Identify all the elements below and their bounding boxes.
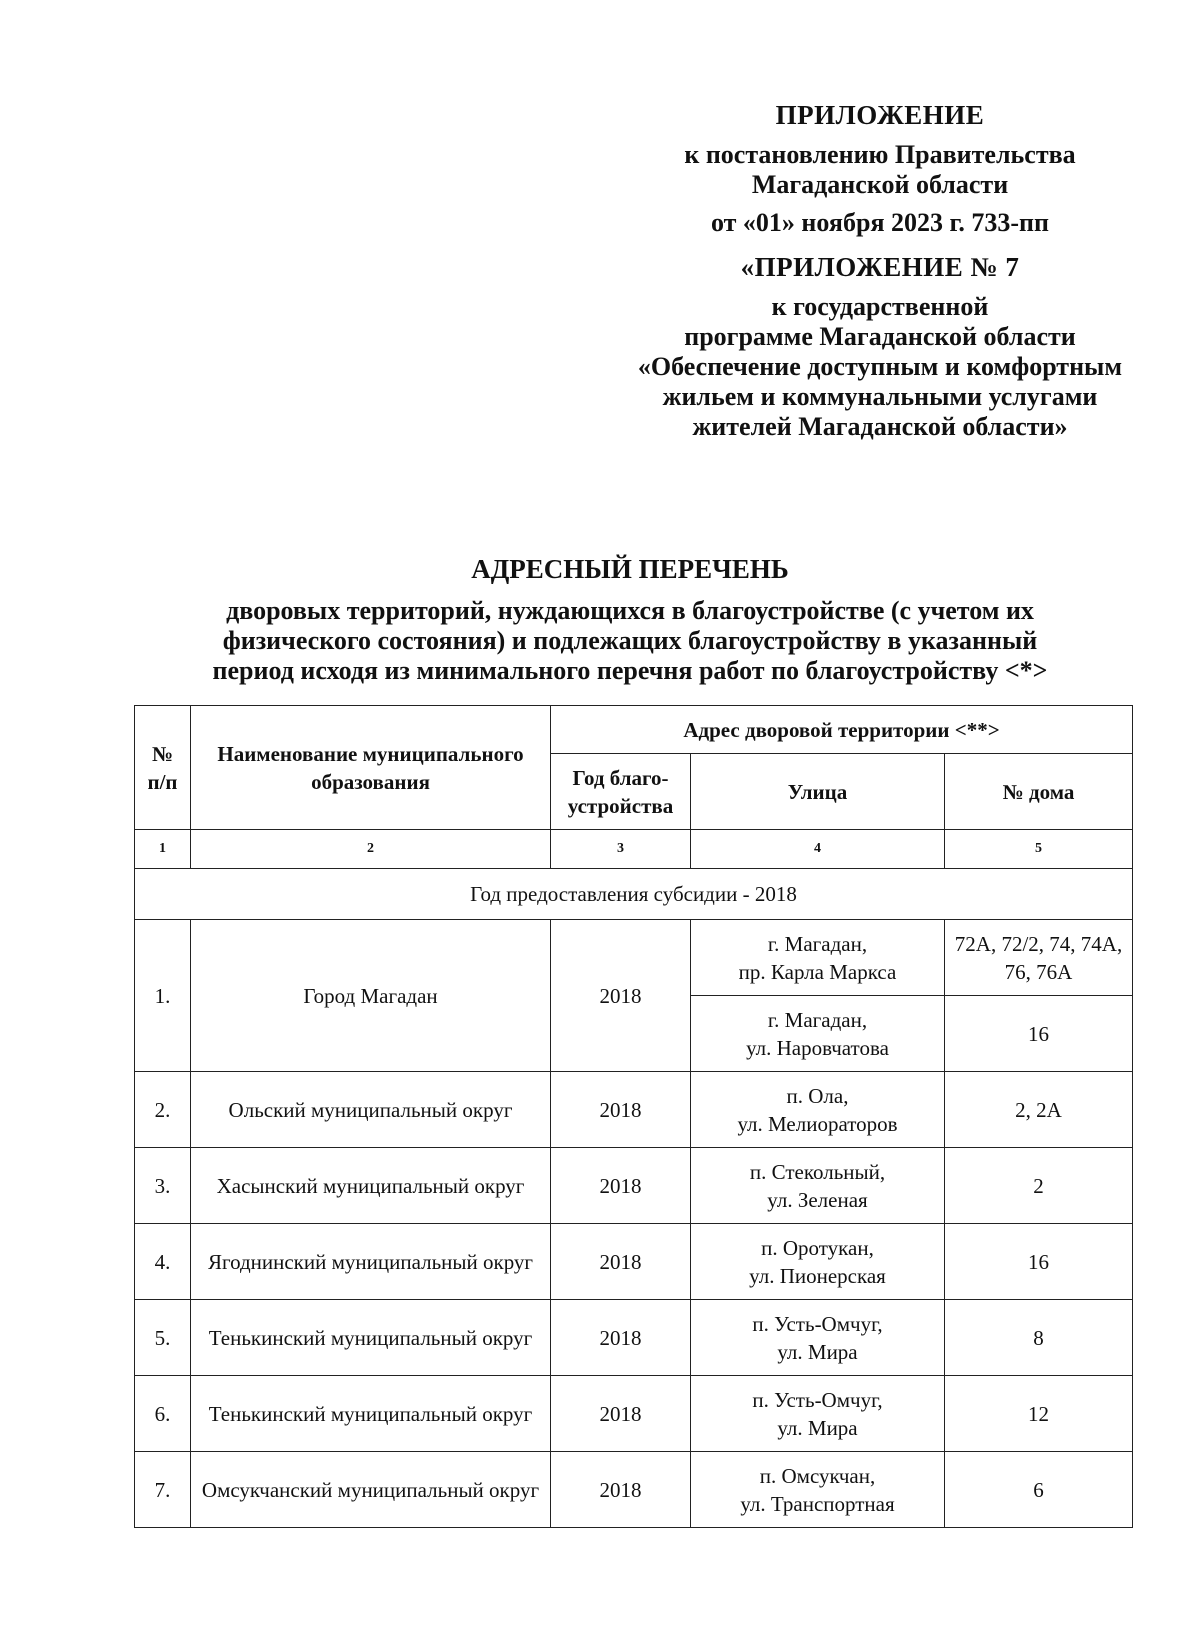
program-line: к государственной bbox=[771, 292, 989, 321]
street-name: ул. Наровчатова bbox=[746, 1035, 889, 1060]
row-year: 2018 bbox=[551, 1148, 691, 1224]
street-locality: п. Стекольный, bbox=[749, 1159, 886, 1184]
header-year: Год благо-устройства bbox=[551, 754, 691, 830]
row-street bbox=[691, 1224, 945, 1300]
title-line: период исходя из минимального перечня работ по благоустройству <*> bbox=[212, 656, 1048, 685]
table-row bbox=[135, 1148, 1133, 1224]
header-house: № дома bbox=[945, 754, 1133, 830]
row-street bbox=[691, 1452, 945, 1528]
row-municipality: Тенькинский муниципальный округ bbox=[191, 1376, 551, 1452]
program-line: жителей Магаданской области» bbox=[692, 412, 1068, 441]
title-line: физического состояния) и подлежащих благоустройству в указанный bbox=[222, 626, 1038, 655]
street-locality: п. Ола, bbox=[786, 1083, 849, 1108]
program-line: «Обеспечение доступным и комфортным bbox=[637, 352, 1123, 381]
row-house: 2 bbox=[945, 1148, 1133, 1224]
row-municipality: Город Магадан bbox=[191, 920, 551, 1072]
program-line: программе Магаданской области bbox=[684, 322, 1076, 351]
street-name: ул. Мира bbox=[777, 1339, 858, 1364]
table-row bbox=[135, 1300, 1133, 1376]
street-locality: п. Усть-Омчуг, bbox=[752, 1387, 883, 1412]
street-locality: г. Магадан, bbox=[767, 931, 868, 956]
row-year: 2018 bbox=[551, 1224, 691, 1300]
table-row bbox=[135, 1376, 1133, 1452]
appendix-heading: ПРИЛОЖЕНИЕ bbox=[775, 100, 985, 130]
row-year: 2018 bbox=[551, 920, 691, 1072]
header-municipality: Наименование муниципального образования bbox=[191, 706, 551, 830]
appendix-7-heading: «ПРИЛОЖЕНИЕ № 7 bbox=[740, 252, 1020, 282]
resolution-date: от «01» ноября 2023 г. 733-пп bbox=[711, 208, 1049, 237]
resolution-reference bbox=[600, 140, 1160, 200]
column-number: 4 bbox=[691, 830, 945, 869]
street-locality: п. Оротукан, bbox=[761, 1235, 874, 1260]
row-house: 8 bbox=[945, 1300, 1133, 1376]
subsidy-year-label: Год предоставления субсидии - 2018 bbox=[135, 869, 1133, 920]
table-row bbox=[135, 1072, 1133, 1148]
column-number-row bbox=[135, 830, 1133, 869]
column-number: 2 bbox=[191, 830, 551, 869]
street-name: ул. Транспортная bbox=[740, 1491, 895, 1516]
row-house: 16 bbox=[945, 1224, 1133, 1300]
subsidy-year-row bbox=[135, 869, 1133, 920]
row-house: 6 bbox=[945, 1452, 1133, 1528]
row-house: 12 bbox=[945, 1376, 1133, 1452]
program-line: жильем и коммунальными услугами bbox=[662, 382, 1098, 411]
street-name: ул. Зеленая bbox=[767, 1187, 868, 1212]
resolution-line-2: Магаданской области bbox=[751, 170, 1009, 199]
column-number: 5 bbox=[945, 830, 1133, 869]
row-num: 2. bbox=[135, 1072, 191, 1148]
street-name: ул. Мелиораторов bbox=[737, 1111, 898, 1136]
header-num: № п/п bbox=[135, 706, 191, 830]
row-year: 2018 bbox=[551, 1452, 691, 1528]
row-street bbox=[691, 920, 945, 996]
row-municipality: Хасынский муниципальный округ bbox=[191, 1148, 551, 1224]
appendix-header bbox=[600, 100, 1160, 442]
row-street bbox=[691, 1300, 945, 1376]
row-num: 5. bbox=[135, 1300, 191, 1376]
row-year: 2018 bbox=[551, 1072, 691, 1148]
street-locality: п. Усть-Омчуг, bbox=[752, 1311, 883, 1336]
address-table bbox=[134, 705, 1133, 1528]
street-name: ул. Пионерская bbox=[749, 1263, 886, 1288]
row-num: 7. bbox=[135, 1452, 191, 1528]
table-row bbox=[135, 1452, 1133, 1528]
street-name: ул. Мира bbox=[777, 1415, 858, 1440]
table-row bbox=[135, 1224, 1133, 1300]
street-locality: п. Омсукчан, bbox=[759, 1463, 876, 1488]
row-street bbox=[691, 1148, 945, 1224]
street-locality: г. Магадан, bbox=[767, 1007, 868, 1032]
column-number: 3 bbox=[551, 830, 691, 869]
header-street: Улица bbox=[691, 754, 945, 830]
row-municipality: Омсукчанский муниципальный округ bbox=[191, 1452, 551, 1528]
resolution-line-1: к постановлению Правительства bbox=[684, 140, 1076, 169]
row-house: 2, 2А bbox=[945, 1072, 1133, 1148]
row-num: 3. bbox=[135, 1148, 191, 1224]
row-street bbox=[691, 1072, 945, 1148]
row-municipality: Тенькинский муниципальный округ bbox=[191, 1300, 551, 1376]
table-row bbox=[135, 920, 1133, 996]
row-year: 2018 bbox=[551, 1376, 691, 1452]
header-address-group: Адрес дворовой территории <**> bbox=[551, 706, 1133, 754]
title-main: АДРЕСНЫЙ ПЕРЕЧЕНЬ bbox=[471, 554, 789, 584]
row-house: 16 bbox=[945, 996, 1133, 1072]
row-house: 72А, 72/2, 74, 74А, 76, 76А bbox=[945, 920, 1133, 996]
row-street bbox=[691, 1376, 945, 1452]
column-number: 1 bbox=[135, 830, 191, 869]
row-municipality: Ягоднинский муниципальный округ bbox=[191, 1224, 551, 1300]
row-num: 4. bbox=[135, 1224, 191, 1300]
street-name: пр. Карла Маркса bbox=[738, 959, 897, 984]
program-reference bbox=[600, 292, 1160, 442]
row-num: 6. bbox=[135, 1376, 191, 1452]
document-title bbox=[130, 554, 1130, 686]
row-municipality: Ольский муниципальный округ bbox=[191, 1072, 551, 1148]
title-line: дворовых территорий, нуждающихся в благоустройстве (с учетом их bbox=[226, 596, 1034, 625]
row-num: 1. bbox=[135, 920, 191, 1072]
row-year: 2018 bbox=[551, 1300, 691, 1376]
row-street bbox=[691, 996, 945, 1072]
